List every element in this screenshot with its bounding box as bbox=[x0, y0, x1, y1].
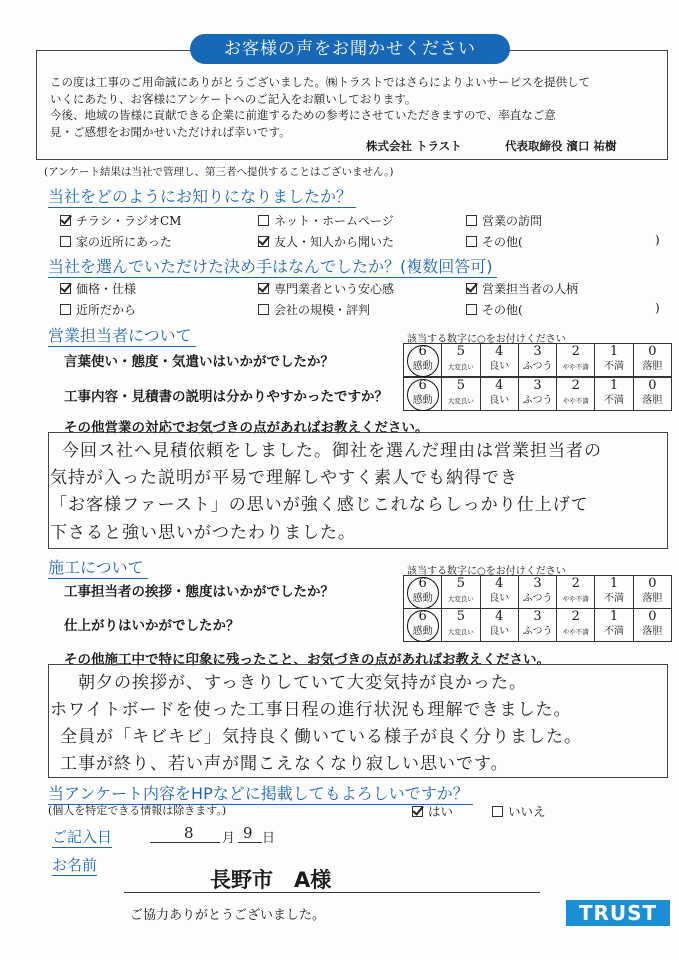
scale-label: 大変良い bbox=[447, 363, 474, 371]
scale-label: やや不満 bbox=[562, 628, 589, 636]
scale-number: 6 bbox=[418, 378, 427, 393]
scale-number: 5 bbox=[456, 378, 466, 393]
scale-cell-3[interactable] bbox=[518, 344, 556, 376]
checkbox-icon[interactable] bbox=[466, 236, 477, 247]
scale-label: 感動 bbox=[412, 593, 433, 604]
scale-label: 大変良い bbox=[447, 397, 474, 405]
construction-title: 施工について bbox=[48, 555, 148, 579]
scale-label: 落胆 bbox=[642, 395, 663, 406]
construction-comment-line: ホワイトボードを使った工事日程の進行状況も理解できました。 bbox=[50, 700, 572, 720]
checkbox-icon[interactable] bbox=[466, 304, 477, 315]
scale-number: 2 bbox=[571, 576, 580, 591]
scale-cell-1[interactable] bbox=[594, 609, 632, 641]
checkbox-checked-icon[interactable] bbox=[412, 806, 423, 817]
publish-note: (個人を特定できる情報は除きます。) bbox=[48, 804, 227, 817]
entry-day-value[interactable]: 9 bbox=[243, 824, 254, 842]
sales-comment-line: 「お客様ファースト」の思いが強く感じこれならしっかり仕上げて bbox=[50, 495, 589, 515]
intro-text: この度は工事のご用命誠にありがとうございました。㈱トラストではさらによりよいサービスを提供して いくにあたり、お客様にアンケートへのご記入をお願いしております。 今後、地域の皆様に貢献できる企業に前進するための参考にさせていただきますので、率直なご意 見・ご感想をお聞かせいただければ幸いです。 bbox=[50, 75, 591, 139]
construction-hint: 該当する数字に○をお付けください bbox=[407, 566, 566, 577]
page-title: お客様の声をお聞かせください bbox=[190, 34, 510, 64]
publish-no-option[interactable]: いいえ bbox=[492, 802, 546, 820]
scale-number: 3 bbox=[533, 576, 542, 591]
scale-cell-4[interactable] bbox=[480, 378, 518, 410]
scale-cell-1[interactable] bbox=[594, 344, 632, 376]
scale-number: 0 bbox=[648, 378, 657, 393]
day-unit: 日 bbox=[262, 831, 276, 846]
scale-number: 4 bbox=[495, 378, 504, 393]
scale-label: 落胆 bbox=[642, 593, 663, 604]
scale-cell-0[interactable] bbox=[633, 576, 671, 608]
sales-comment-line: 今回ス社へ見積依頼をしました。御社を選んだ理由は営業担当者の bbox=[62, 441, 602, 461]
checkbox-checked-icon[interactable] bbox=[258, 283, 269, 294]
scale-label: 不満 bbox=[604, 626, 625, 637]
scale-cell-6[interactable] bbox=[404, 344, 441, 376]
scale-cell-1[interactable] bbox=[594, 378, 632, 410]
sales-title: 営業担当者について bbox=[48, 323, 196, 347]
scale-label: ふつう bbox=[522, 395, 553, 406]
customer-name[interactable]: 長野市 A様 bbox=[210, 868, 332, 892]
q2-title: 当社を選んでいただけた決め手はなんでしたか？(複数回答可) bbox=[48, 254, 497, 278]
checkbox-icon[interactable] bbox=[492, 806, 503, 817]
scale-cell-2[interactable] bbox=[556, 378, 594, 410]
checkbox-checked-icon[interactable] bbox=[258, 236, 269, 247]
scale-number: 1 bbox=[609, 576, 619, 591]
scale-cell-5[interactable] bbox=[441, 344, 479, 376]
q1-option-friend[interactable]: 友人・知人から聞いた bbox=[258, 233, 394, 250]
sales-question-2: 工事内容・見積書の説明は分かりやすかったですか？ bbox=[64, 389, 388, 405]
scale-number: 5 bbox=[456, 344, 466, 359]
scale-number: 1 bbox=[609, 378, 619, 393]
scale-cell-6[interactable] bbox=[404, 378, 441, 410]
representative-name: 代表取締役 濱口 祐樹 bbox=[505, 139, 617, 153]
privacy-note: (アンケート結果は当社で管理し、第三者へ提供することはございません。) bbox=[44, 166, 394, 178]
name-label: お名前 bbox=[52, 856, 98, 874]
scale-cell-2[interactable] bbox=[556, 609, 594, 641]
checkbox-checked-icon[interactable] bbox=[466, 283, 477, 294]
scale-number: 2 bbox=[571, 378, 580, 393]
sales-hint: 該当する数字に○をお付けください bbox=[407, 334, 566, 345]
scale-number: 5 bbox=[456, 576, 466, 591]
scale-label: やや不満 bbox=[562, 595, 589, 603]
publish-yes-option[interactable]: はい bbox=[412, 802, 453, 820]
sales-scale-2[interactable] bbox=[403, 377, 672, 411]
scale-label: 大変良い bbox=[447, 595, 474, 603]
scale-number: 6 bbox=[418, 344, 427, 359]
scale-cell-3[interactable] bbox=[518, 576, 556, 608]
q1-title: 当社をどのようにお知りになりましたか？ bbox=[48, 184, 356, 208]
q1-option-flyer[interactable]: チラシ・ラジオCM bbox=[60, 212, 181, 229]
scale-label: 落胆 bbox=[642, 626, 663, 637]
scale-cell-2[interactable] bbox=[556, 576, 594, 608]
construction-comment-line: 工事が終り、若い声が聞こえなくなり寂しい思いです。 bbox=[60, 754, 509, 774]
scale-cell-0[interactable] bbox=[633, 378, 671, 410]
scale-number: 1 bbox=[609, 344, 619, 359]
q2-option-reputation[interactable]: 会社の規模・評判 bbox=[258, 301, 370, 318]
scale-cell-0[interactable] bbox=[633, 344, 671, 376]
construction-comment-label: その他施工中で特に印象に残ったこと、お気づきの点があればお教えください。 bbox=[64, 652, 550, 668]
trust-logo: TRUST bbox=[566, 900, 670, 926]
q1-option-visit[interactable]: 営業の訪問 bbox=[466, 212, 542, 229]
scale-number: 6 bbox=[418, 576, 427, 591]
construction-comment-line: 全員が「キビキビ」気持良く働いている様子が良く分りました。 bbox=[60, 727, 582, 747]
scale-number: 5 bbox=[456, 609, 466, 624]
scale-number: 3 bbox=[533, 344, 542, 359]
scale-cell-5[interactable] bbox=[441, 378, 479, 410]
scale-label: 良い bbox=[489, 593, 510, 604]
scale-label: 不満 bbox=[604, 593, 625, 604]
q2-option-nearby[interactable]: 近所だから bbox=[60, 301, 136, 318]
day-line bbox=[238, 842, 262, 843]
entry-month-value[interactable]: 8 bbox=[184, 824, 195, 842]
sales-comment-line: 気持が入った説明が平易で理解しやすく素人でも納得でき bbox=[50, 468, 518, 488]
scale-number: 2 bbox=[571, 344, 580, 359]
q2-other-close: ) bbox=[655, 301, 660, 315]
checkbox-checked-icon[interactable] bbox=[60, 215, 71, 226]
scale-label: 良い bbox=[489, 395, 510, 406]
q2-option-staff[interactable]: 営業担当者の人柄 bbox=[466, 280, 578, 297]
month-line bbox=[150, 842, 220, 843]
scale-number: 2 bbox=[571, 609, 580, 624]
checkbox-icon[interactable] bbox=[60, 304, 71, 315]
scale-number: 0 bbox=[648, 576, 657, 591]
scale-cell-3[interactable] bbox=[518, 378, 556, 410]
construction-comment-line: 朝夕の挨拶が、すっきりしていて大変気持が良かった。 bbox=[78, 673, 527, 693]
sales-comment-label: その他営業の対応でお気づきの点があればお教えください。 bbox=[64, 420, 429, 436]
scale-label: 良い bbox=[489, 361, 510, 372]
scale-number: 0 bbox=[648, 609, 657, 624]
scale-label: 感動 bbox=[412, 395, 433, 406]
name-line bbox=[124, 892, 540, 893]
scale-cell-5[interactable] bbox=[441, 609, 479, 641]
scale-number: 1 bbox=[609, 609, 619, 624]
construction-question-1: 工事担当者の挨拶・態度はいかがでしたか？ bbox=[64, 584, 334, 600]
scale-number: 6 bbox=[418, 609, 427, 624]
scale-label: 感動 bbox=[412, 361, 433, 372]
scale-label: ふつう bbox=[522, 361, 553, 372]
scale-cell-4[interactable] bbox=[480, 609, 518, 641]
construction-scale-2[interactable] bbox=[403, 608, 672, 642]
scale-number: 4 bbox=[495, 576, 504, 591]
checkbox-icon[interactable] bbox=[258, 304, 269, 315]
checkbox-icon[interactable] bbox=[466, 215, 477, 226]
scale-label: 落胆 bbox=[642, 361, 663, 372]
scale-label: 大変良い bbox=[447, 628, 474, 636]
scale-label: ふつう bbox=[522, 626, 553, 637]
checkbox-checked-icon[interactable] bbox=[60, 283, 71, 294]
q2-option-other[interactable]: その他( bbox=[466, 301, 523, 318]
scale-label: 感動 bbox=[412, 626, 433, 637]
scale-cell-4[interactable] bbox=[480, 576, 518, 608]
q2-option-expert[interactable]: 専門業者という安心感 bbox=[258, 280, 394, 297]
scale-cell-3[interactable] bbox=[518, 609, 556, 641]
q2-option-price[interactable]: 価格・仕様 bbox=[60, 280, 136, 297]
scale-cell-5[interactable] bbox=[441, 576, 479, 608]
sales-question-1: 言葉使い・態度・気遣いはいかがでしたか？ bbox=[64, 354, 334, 370]
scale-label: 不満 bbox=[604, 395, 625, 406]
scale-number: 3 bbox=[533, 609, 542, 624]
construction-question-2: 仕上がりはいかがでしたか？ bbox=[64, 618, 240, 634]
q1-option-other[interactable]: その他( bbox=[466, 233, 523, 250]
q1-option-web[interactable]: ネット・ホームページ bbox=[258, 212, 394, 229]
scale-label: ふつう bbox=[522, 593, 553, 604]
month-unit: 月 bbox=[222, 831, 236, 846]
scale-cell-6[interactable] bbox=[404, 609, 441, 641]
q1-other-close: ) bbox=[655, 233, 660, 247]
scale-number: 3 bbox=[533, 378, 542, 393]
construction-scale-1[interactable] bbox=[403, 575, 672, 609]
scale-cell-1[interactable] bbox=[594, 576, 632, 608]
scale-label: やや不満 bbox=[562, 397, 589, 405]
scale-cell-0[interactable] bbox=[633, 609, 671, 641]
checkbox-icon[interactable] bbox=[60, 236, 71, 247]
q1-option-nearby[interactable]: 家の近所にあった bbox=[60, 233, 172, 250]
publish-title: 当アンケート内容をHPなどに掲載してもよろしいですか？ bbox=[48, 781, 473, 805]
scale-number: 4 bbox=[495, 344, 504, 359]
scale-cell-4[interactable] bbox=[480, 344, 518, 376]
sales-scale-1[interactable] bbox=[403, 343, 672, 377]
sales-comment-line: 下さると強い思いがつたわりました。 bbox=[50, 523, 356, 543]
scale-label: やや不満 bbox=[562, 363, 589, 371]
scale-number: 4 bbox=[495, 609, 504, 624]
company-name: 株式会社 トラスト bbox=[366, 139, 462, 153]
scale-label: 良い bbox=[489, 626, 510, 637]
scale-label: 不満 bbox=[604, 361, 625, 372]
scale-cell-2[interactable] bbox=[556, 344, 594, 376]
entry-date-label: ご記入日 bbox=[52, 828, 113, 846]
thanks-message: ご協力ありがとうございました。 bbox=[130, 908, 326, 923]
checkbox-icon[interactable] bbox=[258, 215, 269, 226]
scale-number: 0 bbox=[648, 344, 657, 359]
scale-cell-6[interactable] bbox=[404, 576, 441, 608]
